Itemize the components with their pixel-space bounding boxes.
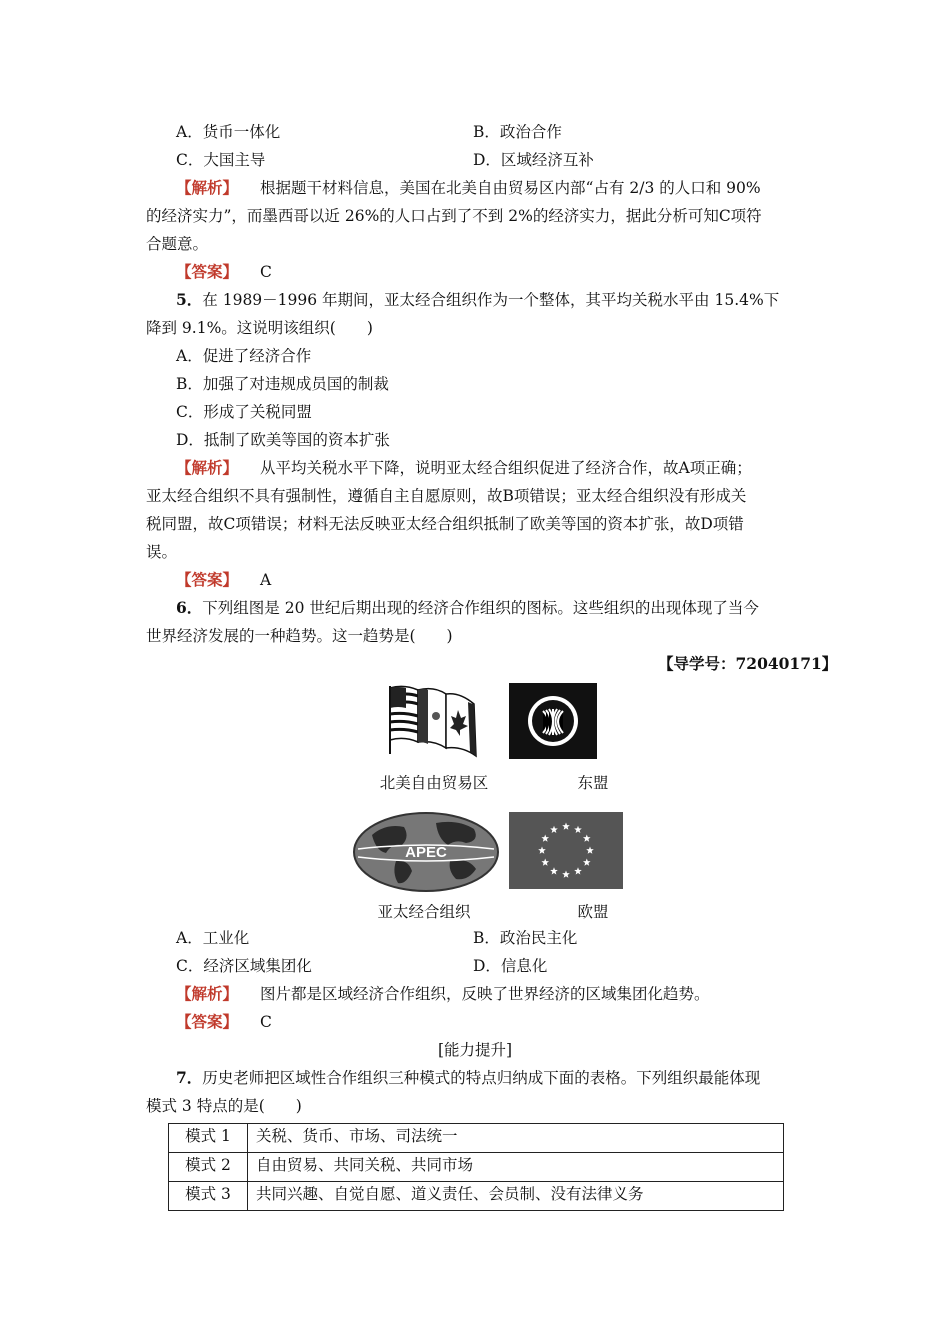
- q7-stem-line-2: 模式 3 特点的是( ): [146, 1097, 302, 1115]
- q6-stem-line-1: 下列组图是 20 世纪后期出现的经济合作组织的图标。这些组织的出现体现了当今: [202, 599, 759, 617]
- q6-option-d: D．信息化: [473, 957, 548, 975]
- table-row: [169, 1182, 784, 1211]
- q6-answer: [176, 1011, 272, 1033]
- q5-stem: [176, 289, 779, 311]
- q6-option-b: B．政治民主化: [473, 929, 578, 947]
- q5-analysis-line-1: 从平均关税水平下降，说明亚太经合组织促进了经济合作，故A项正确；: [260, 459, 752, 477]
- q5-number: 5．: [176, 290, 203, 309]
- q6-answer-value: C: [260, 1013, 272, 1031]
- q6-analysis-line-1: 图片都是区域经济合作组织，反映了世界经济的区域集团化趋势。: [260, 985, 710, 1003]
- mode-cell: 模式 3: [169, 1182, 248, 1211]
- q5-analysis-line-2: 亚太经合组织不具有强制性，遵循自主自愿原则，故B项错误；亚太经合组织没有形成关: [146, 487, 747, 505]
- nafta-flags-logo: [384, 682, 480, 758]
- section-heading: [能力提升]: [437, 1041, 513, 1059]
- mode-cell: 模式 2: [169, 1153, 248, 1182]
- mode-desc-cell: 共同兴趣、自觉自愿、道义责任、会员制、没有法律义务: [248, 1182, 784, 1211]
- answer-tag: 【答案】: [176, 262, 239, 281]
- q6-stem: [176, 597, 759, 619]
- answer-tag: 【答案】: [176, 1012, 239, 1031]
- q5-answer-value: A: [260, 571, 272, 589]
- q4-option-a: A．货币一体化: [176, 123, 281, 141]
- q5-option-d: D．抵制了欧美等国的资本扩张: [176, 431, 390, 449]
- q6-analysis: [176, 983, 710, 1005]
- canada-flag-icon: [446, 694, 476, 756]
- q7-stem: [176, 1067, 760, 1089]
- eu-flag-logo: [509, 812, 623, 889]
- q5-answer: [176, 569, 271, 591]
- table-row: [169, 1153, 784, 1182]
- analysis-tag: 【解析】: [176, 458, 239, 477]
- rice-stalks-icon: [543, 709, 563, 735]
- q6-stem-line-2: 世界经济发展的一种趋势。这一趋势是( ): [146, 627, 453, 645]
- q7-number: 7．: [176, 1068, 203, 1087]
- mexico-flag-icon: [418, 689, 446, 748]
- q4-analysis: [176, 177, 761, 199]
- caption-nafta: 北美自由贸易区: [379, 774, 489, 792]
- q5-option-c: C．形成了关税同盟: [176, 403, 312, 421]
- q6-number: 6．: [176, 598, 203, 617]
- q5-option-b: B．加强了对违规成员国的制裁: [176, 375, 389, 393]
- apec-logo-text: APEC: [405, 844, 447, 861]
- modes-table: [168, 1123, 784, 1211]
- caption-eu: 欧盟: [577, 903, 609, 921]
- asean-logo: [509, 683, 597, 759]
- q6-option-a: A．工业化: [176, 929, 250, 947]
- q4-option-c: C．大国主导: [176, 151, 266, 169]
- q5-analysis-line-4: 误。: [146, 543, 178, 561]
- analysis-tag: 【解析】: [176, 178, 239, 197]
- us-flag-icon: [390, 686, 418, 742]
- apec-logo: [352, 811, 500, 893]
- q4-analysis-line-3: 合题意。: [146, 235, 209, 253]
- mode-cell: 模式 1: [169, 1124, 248, 1153]
- q6-option-c: C．经济区域集团化: [176, 957, 312, 975]
- q4-answer: [176, 261, 272, 283]
- table-row: [169, 1124, 784, 1153]
- q4-option-b: B．政治合作: [473, 123, 562, 141]
- q5-stem-line-1: 在 1989－1996 年期间，亚太经合组织作为一个整体，其平均关税水平由 15.4%下: [202, 291, 780, 309]
- guide-number: 【导学号：72040171】: [658, 654, 838, 673]
- q5-option-a: A．促进了经济合作: [176, 347, 312, 365]
- mode-desc-cell: 关税、货币、市场、司法统一: [248, 1124, 784, 1153]
- q5-analysis-line-3: 税同盟，故C项错误；材料无法反映亚太经合组织抵制了欧美等国的资本扩张，故D项错: [146, 515, 744, 533]
- analysis-tag: 【解析】: [176, 984, 239, 1003]
- q4-analysis-line-2: 的经济实力”，而墨西哥以近 26%的人口占到了不到 2%的经济实力，据此分析可知C项符: [146, 207, 762, 225]
- q7-stem-line-1: 历史老师把区域性合作组织三种模式的特点归纳成下面的表格。下列组织最能体现: [202, 1069, 761, 1087]
- q5-analysis: [176, 457, 752, 479]
- caption-apec: 亚太经合组织: [377, 903, 471, 921]
- mode-desc-cell: 自由贸易、共同关税、共同市场: [248, 1153, 784, 1182]
- q5-stem-line-2: 降到 9.1%。这说明该组织( ): [146, 319, 373, 337]
- caption-asean: 东盟: [577, 774, 609, 792]
- q4-answer-value: C: [260, 263, 272, 281]
- q4-analysis-line-1: 根据题干材料信息，美国在北美自由贸易区内部“占有 2/3 的人口和 90%: [260, 179, 761, 197]
- q4-option-d: D．区域经济互补: [473, 151, 594, 169]
- answer-tag: 【答案】: [176, 570, 239, 589]
